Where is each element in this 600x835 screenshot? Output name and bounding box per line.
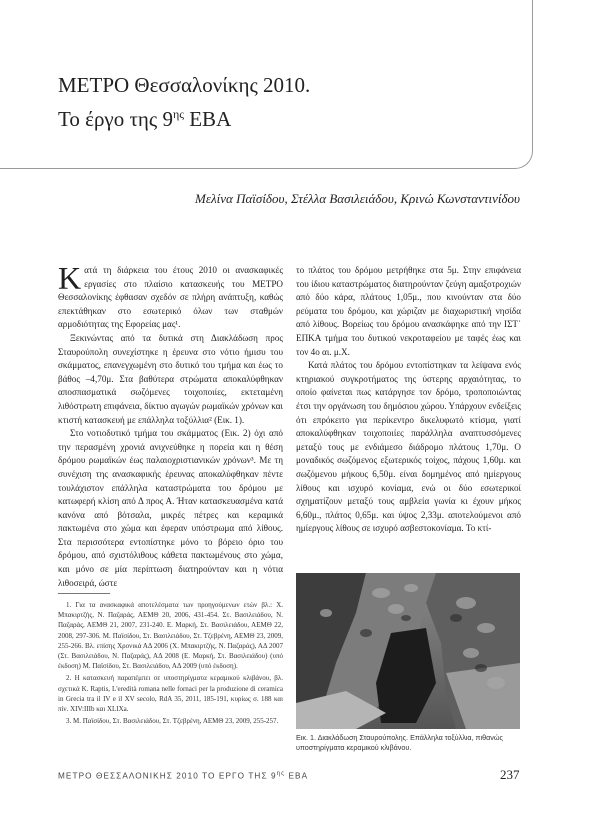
paragraph-1 [58, 260, 283, 332]
footnote-1: 1. Για τα ανασκαφικά αποτελέσματα των προηγούμενων ετών βλ.: Χ. Μπακιρτζής, Ν. Παζαράς, ΑΕΜΘ 20, 2006, 431-454. Στ. Βασιλειάδου, Ν. Παζαράς, ΑΕΜΘ 21, 2007, 231-240. Ε. Μαρκή, Στ. Βασιλειάδου, ΑΕΜΘ 22, 2008, 297-306. Μ. Παϊσίδου, Στ. Βασιλειάδου, Στ. Τζεβρένη, ΑΕΜΘ 23, 2009, 255-266. Βλ. επίσης Χρονικά ΑΔ 2006 (Χ. Μπακιρτζής, Ν. Παζαράς), ΑΔ 2007 (Στ. Βασιλειάδου, Ν. Παζαράς), ΑΔ 2008 (Ε. Μαρκή, Στ. Βασιλειάδου) (υπό έκδοση) Μ. Παϊσίδου, Στ. Βασιλειάδου, ΑΔ 2009 (υπό έκδοση). [58, 601, 283, 671]
running-head-post: ΕΒΑ [285, 771, 309, 781]
paragraph-4: το πλάτος του δρόμου μετρήθηκε στα 5μ. Στην επιφάνεια του ίδιου καταστρώματος διατηρούνταν ζεύγη αμαξοτροχιών από δύο κάρα, πλάτους 1,05μ., που κινούνταν στα δύο ρεύματα του δρόμου, και χώριζαν με διαχωριστική νησίδα από λίθους. Βορείως του δρόμου ανασκάφηκε από την ΙΣΤ΄ ΕΠΚΑ τμήμα του δυτικού νεκροταφείου με ταφές έως και τον 4ο αι. μ.Χ. [296, 265, 521, 357]
title-line-2-pre: Το έργο της 9 [58, 107, 173, 131]
figure-caption: Εικ. 1. Διακλάδωση Σταυρούπολης. Επάλληλα τοξύλλια, πιθανώς υποστηρίγματα κεραμικού κλιβάνου. [296, 733, 503, 752]
paragraph-3: Στο νοτιοδυτικό τμήμα του σκάμματος (Εικ. 2) όχι από την περασμένη χρονιά ανιχνεύθηκε η πορεία και η θέση δρόμου ρωμαϊκών έως παλαιοχριστιανικών χρόνων³. Με τη συνέχιση της ανασκαφικής έρευνας αποκαλύφθηκαν πέντε τουλάχιστον επάλληλα καταστρώματα του δρόμου με κατωφερή κλίση από Δ προς Α. Ήταν κατασκευασμένα κατά κανόνα από βότσαλα, μικρές πέτρες και κεραμικά πακτωμένα στο χώμα και έφεραν υπόστρωμα από λίθους. Στα περισσότερα εντοπίστηκε μόνο το βόρειο όριο του δρόμου, από σχιστόλιθους κάθετα πακτωμένους στο χώμα, και μόνο σε μία περίπτωση διατηρούνταν και η νότια λιθοσειρά, ώστε [58, 428, 283, 588]
article-title-line-2 [58, 101, 231, 132]
excavation-photo-image [296, 573, 520, 729]
footnote-rule [58, 593, 110, 594]
paragraph-1-text: ατά τη διάρκεια του έτους 2010 οι ανασκαφικές εργασίες στο πλαίσιο κατασκευής του ΜΕΤΡΟ Θεσσαλονίκης έφθασαν σχεδόν σε πλήρη ανάπτυξη, καθώς επεκτάθηκαν στο εσωτερικό όλων των σταθμών αρμοδιότητας της Εφορείας μας¹. [58, 265, 283, 330]
title-line-2-sup: ης [172, 107, 184, 121]
paragraph-2: Ξεκινώντας από τα δυτικά στη Διακλάδωση προς Σταυρούπολη συνεχίστηκε η έρευνα στο νότιο ήμισυ του σκάμματος, επανεγχωμένη στο δυτικό του τμήμα και έως το βάθος –4,70μ. Στα βαθύτερα στρώματα αποκαλύφθηκαν αποσπασματικά σωζόμενες τοιχοποιίες, εκτεταμένη λιθόστρωτη επιφάνεια, δίκτυο αγωγών ρωμαϊκών χρόνων και κτιστή κατασκευή με επάλληλα τοξύλλια² (Εικ. 1). [58, 332, 283, 425]
right-text-column [296, 264, 521, 536]
running-head-sup: ης [276, 771, 286, 777]
article-title-line-1: ΜΕΤΡΟ Θεσσαλονίκης 2010. [58, 73, 311, 97]
authors: Μελίνα Παϊσίδου, Στέλλα Βασιλειάδου, Κρινώ Κωνσταντινίδου [195, 191, 520, 206]
footnotes [58, 600, 283, 728]
excavation-photo [296, 573, 520, 729]
paragraph-5: Κατά πλάτος του δρόμου εντοπίστηκαν τα λείψανα ενός κτηριακού συγκροτήματος της ύστερης αρχαιότητας, το οποίο φαίνεται πως κατάργησε τον δρόμο, τροποποιώντας έτσι την οργάνωση του δημόσιου χώρου. Υπάρχουν ενδείξεις ότι επρόκειτο για περίκεντρο δικελυφωτό κτίσμα, γιατί αποκαλύφθηκαν τοιχοποιίες παράλληλα αναπτυσσόμενες μεταξύ τους με ενδιάμεσο διάδρομο πλάτους 1,70μ. Ο μοναδικός σωζόμενος εξωτερικός τοίχος, πάχους 1,60μ. και σωζόμενου μήκους 6,50μ. είναι δομημένος από ημίεργους λίθους και ισχυρό κονίαμα, ενώ οι δύο εσωτερικοί σχηματίζουν μεταξύ τους αμβλεία γωνία κι έχουν μήκος 6,60μ., πλάτος 0,65μ. και ύψος 2,33μ. αποτελούμενοι από ημίεργους λίθους σε ισχυρό ασβεστοκονίαμα. Το κτί- [296, 360, 521, 534]
footnote-3: 3. Μ. Παϊσίδου, Στ. Βασιλειάδου, Στ. Τζεβρένη, ΑΕΜΘ 23, 2009, 255-257. [66, 717, 279, 726]
footnote-2: 2. Η κατασκευή παραπέμπει σε υποστηρίγματα κεραμικού κλιβάνου, βλ. σχετικά K. Raptis, L'eredità romana nelle fornaci per la produzione di ceramica in Grecia tra il IV e il XV secolo, RdA 35, 2011, 185-191, κυρίως σ. 188 και πίν. XIV:IIIb και XLIXa. [58, 674, 283, 714]
running-head-pre: ΜΕΤΡΟ ΘΕΣΣΑΛΟΝΙΚΗΣ 2010 ΤΟ ΕΡΓΟ ΤΗΣ 9 [58, 771, 277, 781]
running-head [58, 771, 308, 781]
drop-cap: Κ [58, 260, 82, 296]
left-text-column [58, 260, 283, 590]
page-number: 237 [500, 767, 520, 782]
title-line-2-post: ΕΒΑ [183, 107, 232, 131]
